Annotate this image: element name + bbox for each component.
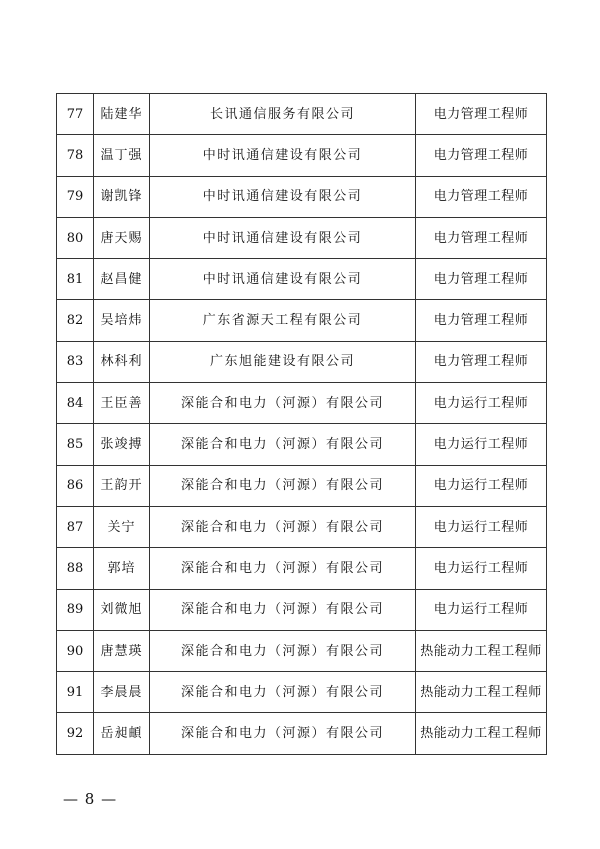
row-number-cell: 82 bbox=[57, 300, 94, 341]
table-row bbox=[57, 506, 547, 547]
page-number: — 8 — bbox=[63, 790, 118, 808]
person-name-cell: 吴培炜 bbox=[94, 300, 150, 341]
person-name-cell: 岳昶頔 bbox=[94, 713, 150, 754]
person-name-cell: 林科利 bbox=[94, 341, 150, 382]
table-row bbox=[57, 589, 547, 630]
job-title-cell: 电力管理工程师 bbox=[416, 94, 547, 135]
job-title-cell: 电力管理工程师 bbox=[416, 217, 547, 258]
organization-cell: 深能合和电力（河源）有限公司 bbox=[150, 672, 416, 713]
organization-cell: 中时讯通信建设有限公司 bbox=[150, 135, 416, 176]
job-title-cell: 电力运行工程师 bbox=[416, 465, 547, 506]
row-number-cell: 87 bbox=[57, 506, 94, 547]
table-row bbox=[57, 300, 547, 341]
person-name-cell: 关宁 bbox=[94, 506, 150, 547]
job-title-cell: 电力运行工程师 bbox=[416, 383, 547, 424]
job-title-cell: 电力运行工程师 bbox=[416, 506, 547, 547]
person-name-cell: 王臣善 bbox=[94, 383, 150, 424]
person-name-cell: 赵昌健 bbox=[94, 259, 150, 300]
table-row bbox=[57, 713, 547, 754]
table-row bbox=[57, 548, 547, 589]
row-number-cell: 78 bbox=[57, 135, 94, 176]
table-row bbox=[57, 630, 547, 671]
table-row bbox=[57, 341, 547, 382]
person-name-cell: 温丁强 bbox=[94, 135, 150, 176]
row-number-cell: 80 bbox=[57, 217, 94, 258]
organization-cell: 中时讯通信建设有限公司 bbox=[150, 176, 416, 217]
job-title-cell: 电力管理工程师 bbox=[416, 341, 547, 382]
row-number-cell: 88 bbox=[57, 548, 94, 589]
row-number-cell: 89 bbox=[57, 589, 94, 630]
row-number-cell: 81 bbox=[57, 259, 94, 300]
table-row bbox=[57, 217, 547, 258]
person-name-cell: 李晨晨 bbox=[94, 672, 150, 713]
organization-cell: 深能合和电力（河源）有限公司 bbox=[150, 713, 416, 754]
organization-cell: 深能合和电力（河源）有限公司 bbox=[150, 548, 416, 589]
organization-cell: 长讯通信服务有限公司 bbox=[150, 94, 416, 135]
organization-cell: 中时讯通信建设有限公司 bbox=[150, 217, 416, 258]
personnel-table bbox=[56, 93, 547, 755]
row-number-cell: 85 bbox=[57, 424, 94, 465]
person-name-cell: 陆建华 bbox=[94, 94, 150, 135]
table-row bbox=[57, 672, 547, 713]
table-row bbox=[57, 259, 547, 300]
table-row bbox=[57, 94, 547, 135]
job-title-cell: 电力管理工程师 bbox=[416, 135, 547, 176]
organization-cell: 深能合和电力（河源）有限公司 bbox=[150, 630, 416, 671]
person-name-cell: 唐慧瑛 bbox=[94, 630, 150, 671]
row-number-cell: 83 bbox=[57, 341, 94, 382]
organization-cell: 广东省源天工程有限公司 bbox=[150, 300, 416, 341]
job-title-cell: 热能动力工程工程师 bbox=[416, 630, 547, 671]
person-name-cell: 张竣搏 bbox=[94, 424, 150, 465]
organization-cell: 深能合和电力（河源）有限公司 bbox=[150, 506, 416, 547]
table-row bbox=[57, 383, 547, 424]
row-number-cell: 90 bbox=[57, 630, 94, 671]
row-number-cell: 84 bbox=[57, 383, 94, 424]
person-name-cell: 王韵开 bbox=[94, 465, 150, 506]
person-name-cell: 郭培 bbox=[94, 548, 150, 589]
table-row bbox=[57, 465, 547, 506]
row-number-cell: 86 bbox=[57, 465, 94, 506]
organization-cell: 深能合和电力（河源）有限公司 bbox=[150, 465, 416, 506]
job-title-cell: 电力运行工程师 bbox=[416, 548, 547, 589]
row-number-cell: 92 bbox=[57, 713, 94, 754]
job-title-cell: 电力管理工程师 bbox=[416, 259, 547, 300]
job-title-cell: 热能动力工程工程师 bbox=[416, 713, 547, 754]
table-row bbox=[57, 176, 547, 217]
row-number-cell: 79 bbox=[57, 176, 94, 217]
organization-cell: 深能合和电力（河源）有限公司 bbox=[150, 589, 416, 630]
person-name-cell: 刘微旭 bbox=[94, 589, 150, 630]
job-title-cell: 电力管理工程师 bbox=[416, 300, 547, 341]
organization-cell: 广东旭能建设有限公司 bbox=[150, 341, 416, 382]
job-title-cell: 热能动力工程工程师 bbox=[416, 672, 547, 713]
table-row bbox=[57, 424, 547, 465]
personnel-table-body bbox=[57, 94, 547, 755]
job-title-cell: 电力管理工程师 bbox=[416, 176, 547, 217]
row-number-cell: 77 bbox=[57, 94, 94, 135]
job-title-cell: 电力运行工程师 bbox=[416, 424, 547, 465]
row-number-cell: 91 bbox=[57, 672, 94, 713]
person-name-cell: 唐天赐 bbox=[94, 217, 150, 258]
organization-cell: 深能合和电力（河源）有限公司 bbox=[150, 383, 416, 424]
organization-cell: 中时讯通信建设有限公司 bbox=[150, 259, 416, 300]
person-name-cell: 谢凯锋 bbox=[94, 176, 150, 217]
job-title-cell: 电力运行工程师 bbox=[416, 589, 547, 630]
table-row bbox=[57, 135, 547, 176]
organization-cell: 深能合和电力（河源）有限公司 bbox=[150, 424, 416, 465]
